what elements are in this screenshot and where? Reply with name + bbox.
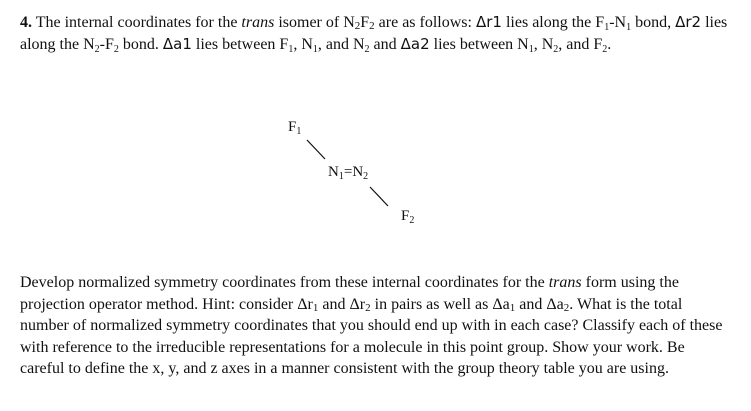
atom-label-n1-n2: $N_1=N_2$	[328, 164, 369, 182]
n2-f2-bond-line	[370, 187, 388, 206]
task-instructions: Develop normalized symmetry coordinates from these internal coordinates for the trans form using the projection operator method. Hint: consider $\Delta r_1$ and $\Delta r_2$ in pairs as well as $\Delta a_1$ and $\Delta a_2$. What is the total number of normalized symmetry coordinates that you should end up with in each case? Classify each of these with reference to the irreducible representations for a molecule in this point group. Show your work. Be careful to define the x, y, and z axes in a manner consistent with the group theory table you are using.	[20, 274, 723, 377]
atom-label-f1: $F_1$	[288, 119, 302, 137]
atom-label-f2: $F_2$	[401, 208, 415, 226]
f1-n1-bond-line	[307, 140, 325, 159]
question-number: 4.	[20, 14, 32, 31]
double-bond: =	[343, 164, 353, 180]
question-intro: 4. The internal coordinates for the trans isomer of $N_2F_2$ are as follows: Δr1 lies along the $F_1-N_1$ bond, Δr2 lies along the $N_2-F_2$ bond. Δa1 lies between $F_1$, $N_1$, and $N_2$ and Δa2 lies between $N_1$, $N_2$, and $F_2$.	[20, 13, 728, 55]
